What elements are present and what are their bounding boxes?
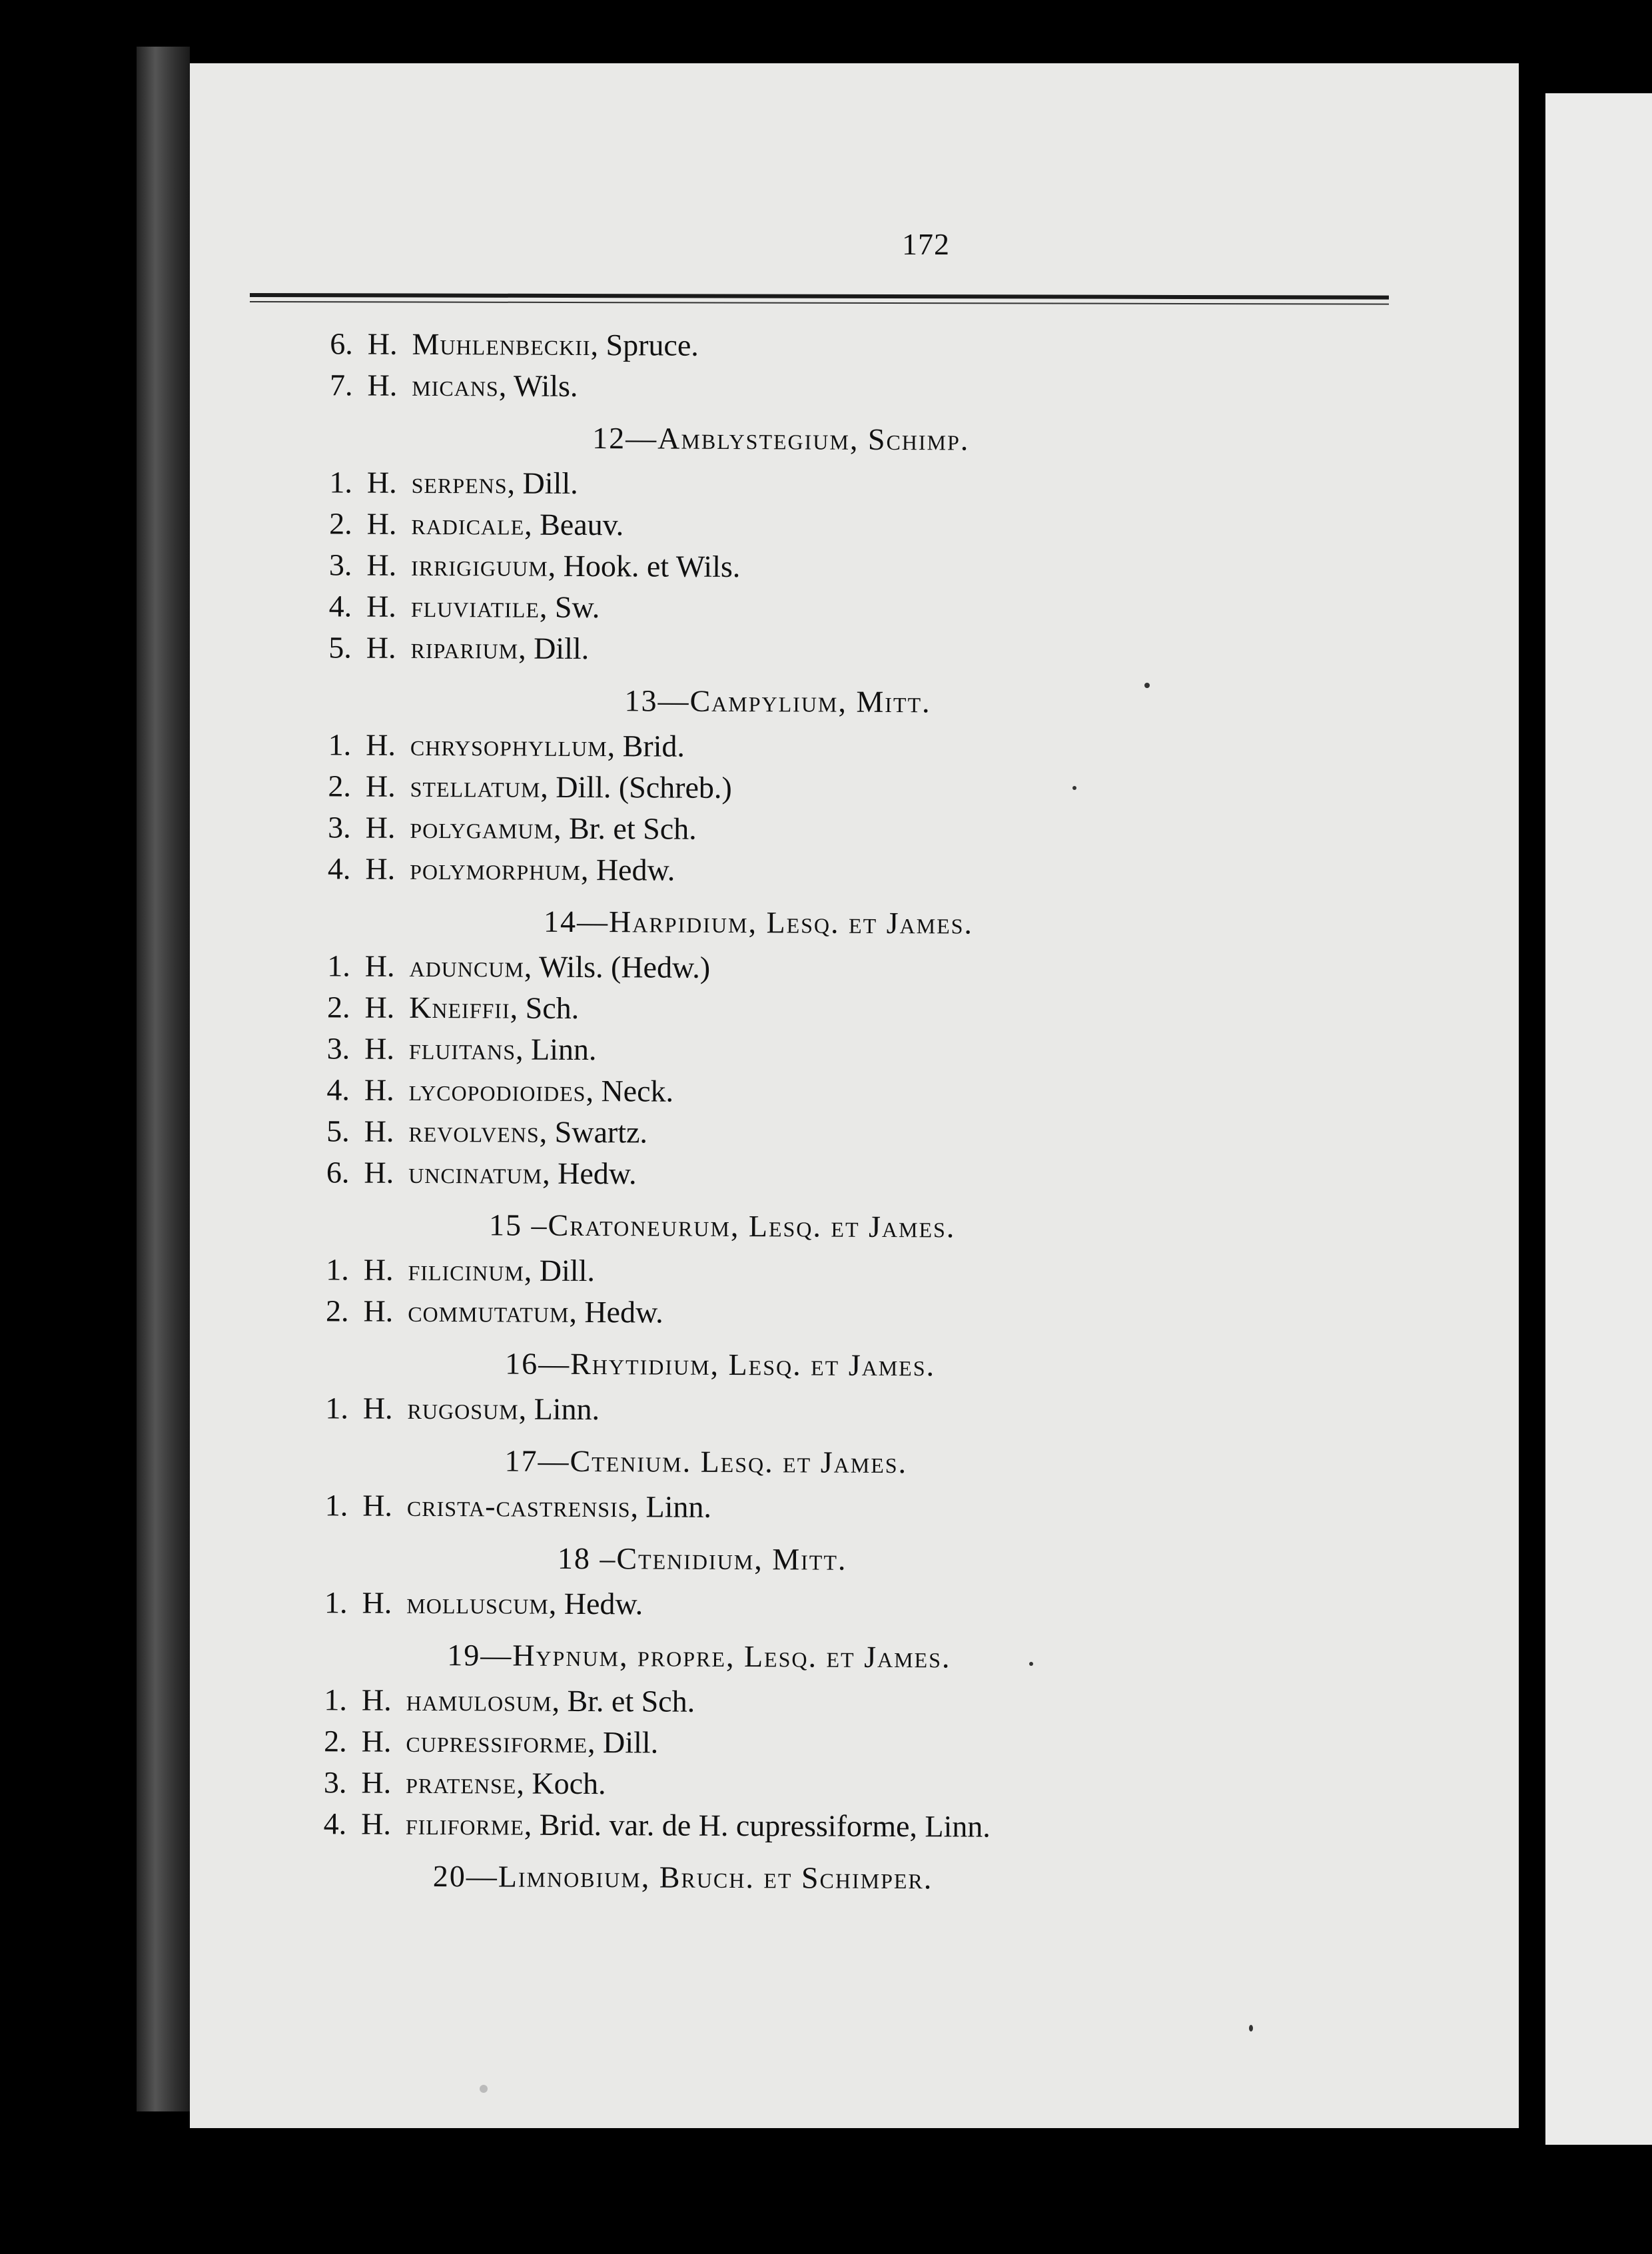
list-item — [277, 848, 1410, 894]
item-number: 5. — [326, 1114, 350, 1148]
species-name: lycopodioides — [408, 1072, 586, 1108]
list-item — [275, 1387, 1408, 1433]
section-heading-text: 16—Rhytidium, Lesq. et James. — [505, 1346, 936, 1383]
species-name: fluviatile — [410, 589, 540, 624]
author-citation: , Hedw. — [542, 1156, 637, 1191]
section-heading-text: 19—Hypnum, propre, Lesq. et James. — [447, 1638, 951, 1675]
item-number: 4. — [326, 1072, 350, 1107]
item-number: 5. — [328, 630, 352, 665]
list-item — [278, 765, 1410, 811]
section-heading — [275, 1342, 1408, 1388]
genus-abbrev: H. — [363, 1294, 394, 1328]
item-number: 2. — [328, 769, 352, 803]
item-number: 2. — [325, 1294, 349, 1328]
item-number: 1. — [324, 1683, 348, 1717]
speck-mark — [480, 2085, 488, 2093]
genus-abbrev: H. — [363, 1252, 394, 1287]
item-number: 3. — [326, 1031, 350, 1066]
genus-abbrev: H. — [362, 1391, 393, 1425]
genus-abbrev: H. — [362, 1585, 392, 1620]
species-name: crista-castrensis — [406, 1488, 631, 1524]
species-name: polymorphum — [410, 851, 582, 887]
item-number: 4. — [328, 589, 352, 623]
speck-mark — [1249, 2025, 1253, 2032]
author-citation: , Spruce. — [590, 328, 699, 362]
item-number: 2. — [324, 1724, 347, 1758]
species-name: Kneiffii — [409, 990, 510, 1025]
list-item — [274, 1679, 1406, 1725]
species-name: riparium — [410, 630, 519, 665]
page-number: 172 — [902, 227, 950, 261]
author-citation: , Neck. — [586, 1074, 674, 1108]
species-name: filicinum — [408, 1252, 524, 1288]
species-name: pratense — [406, 1765, 517, 1800]
list-item — [274, 1582, 1406, 1628]
item-number: 1. — [325, 1391, 349, 1425]
genus-abbrev: H. — [364, 1114, 394, 1148]
list-item — [277, 945, 1410, 991]
list-item — [273, 1762, 1406, 1808]
genus-abbrev: H. — [365, 810, 396, 845]
species-name: stellatum — [410, 769, 541, 804]
author-citation: , Br. et Sch. — [553, 811, 697, 846]
list-item — [278, 807, 1410, 853]
author-citation: , Wils. (Hedw.) — [524, 949, 711, 984]
section-heading — [274, 1439, 1407, 1485]
author-citation: , Dill. — [587, 1725, 659, 1760]
species-name: serpens — [411, 465, 508, 500]
author-citation: , Dill. — [518, 631, 590, 666]
list-item — [276, 1069, 1409, 1115]
species-name: rugosum — [407, 1391, 519, 1426]
item-number: 3. — [323, 1765, 347, 1800]
item-number: 2. — [329, 506, 352, 541]
speck-mark — [1144, 683, 1150, 688]
item-number: 6. — [326, 1155, 350, 1190]
species-name: molluscum — [406, 1585, 549, 1621]
section-heading — [279, 416, 1412, 462]
author-citation: , Linn. — [630, 1489, 712, 1524]
list-item — [278, 724, 1410, 770]
item-number: 1. — [326, 1252, 349, 1287]
list-item — [279, 462, 1412, 508]
genus-abbrev: H. — [364, 1155, 394, 1190]
genus-abbrev: H. — [366, 548, 397, 582]
author-citation: , Hook. et Wils. — [548, 548, 741, 584]
item-number: 1. — [329, 465, 353, 500]
list-item — [276, 1028, 1409, 1074]
item-number: 1. — [324, 1585, 348, 1620]
item-number: 3. — [328, 810, 351, 845]
list-item — [274, 1485, 1407, 1531]
genus-abbrev: H. — [366, 727, 396, 762]
genus-abbrev: H. — [367, 368, 398, 402]
list-item — [276, 1249, 1408, 1295]
author-citation: , Dill. (Schreb.) — [540, 769, 732, 805]
author-citation: , Linn. — [515, 1032, 597, 1067]
section-heading-text: 12—Amblystegium, Schimp. — [592, 421, 970, 457]
species-name: chrysophyllum — [410, 727, 608, 763]
species-name: Muhlenbeckii — [412, 326, 591, 362]
genus-abbrev: H. — [361, 1683, 392, 1717]
item-number: 7. — [329, 368, 353, 402]
genus-abbrev: H. — [366, 630, 396, 665]
species-name: fluitans — [408, 1031, 516, 1066]
species-name: revolvens — [408, 1114, 540, 1149]
section-heading-text: 18 –Ctenidium, Mitt. — [557, 1541, 847, 1577]
author-citation: , Swartz. — [539, 1114, 648, 1150]
genus-abbrev: H. — [361, 1724, 392, 1758]
item-number: 4. — [323, 1806, 347, 1841]
author-citation: , Beauv. — [524, 507, 624, 542]
list-item — [278, 544, 1411, 590]
species-name: filiforme — [405, 1806, 524, 1842]
author-citation: , Wils. — [498, 368, 578, 403]
genus-abbrev: H. — [367, 326, 398, 361]
list-item — [275, 1290, 1408, 1336]
section-heading-text: 17—Ctenium. Lesq. et James. — [504, 1443, 908, 1480]
species-name: irrigiguum — [411, 548, 548, 583]
speck-mark — [1029, 1662, 1033, 1666]
genus-abbrev: H. — [361, 1806, 392, 1841]
genus-abbrev: H. — [364, 1031, 395, 1066]
species-name: hamulosum — [406, 1683, 552, 1718]
list-item — [274, 1720, 1406, 1766]
genus-abbrev: H. — [365, 851, 396, 886]
item-number: 6. — [330, 326, 353, 361]
author-citation: , Hedw. — [548, 1586, 643, 1621]
species-name: commutatum — [408, 1294, 570, 1329]
author-citation: , Dill. — [524, 1253, 596, 1288]
section-heading-text: 15 –Cratoneurum, Lesq. et James. — [488, 1208, 956, 1244]
item-number: 1. — [324, 1488, 348, 1523]
genus-abbrev: H. — [361, 1765, 392, 1800]
species-name: radicale — [411, 506, 525, 542]
section-heading — [276, 1204, 1408, 1250]
species-list — [273, 323, 1412, 1905]
genus-abbrev: H. — [366, 589, 396, 623]
list-item — [276, 1152, 1408, 1198]
list-item — [276, 1110, 1409, 1156]
author-citation: , Sw. — [539, 589, 600, 625]
list-item — [279, 503, 1412, 549]
author-citation: , Sch. — [510, 990, 580, 1025]
item-number: 1. — [328, 727, 352, 762]
section-heading — [278, 679, 1410, 725]
species-name: micans — [412, 368, 499, 403]
item-number: 2. — [326, 990, 350, 1024]
list-item — [276, 986, 1409, 1032]
section-heading-text: 14—Harpidium, Lesq. et James. — [543, 904, 974, 940]
author-citation: , Brid. var. de H. cupressiforme, Linn. — [524, 1807, 991, 1844]
item-number: 1. — [327, 948, 350, 983]
species-name: cupressiforme — [406, 1724, 588, 1760]
genus-abbrev: H. — [364, 948, 395, 983]
author-citation: , Hedw. — [569, 1294, 663, 1329]
author-citation: , Koch. — [516, 1766, 606, 1801]
genus-abbrev: H. — [366, 506, 397, 541]
book-spine — [137, 47, 190, 2111]
author-citation: , Linn. — [518, 1391, 600, 1427]
genus-abbrev: H. — [362, 1488, 393, 1523]
list-item — [278, 627, 1411, 673]
author-citation: , Br. et Sch. — [552, 1683, 695, 1718]
genus-abbrev: H. — [364, 990, 395, 1024]
list-item — [273, 1803, 1406, 1849]
genus-abbrev: H. — [364, 1072, 394, 1107]
species-name: uncinatum — [408, 1155, 543, 1190]
section-heading — [274, 1537, 1407, 1583]
species-name: aduncum — [409, 948, 524, 984]
author-citation: , Dill. — [507, 466, 578, 500]
speck-mark — [1072, 786, 1076, 790]
author-citation: , Brid. — [607, 729, 685, 763]
list-item — [279, 364, 1412, 410]
genus-abbrev: H. — [365, 769, 396, 803]
section-heading-text: 13—Campylium, Mitt. — [624, 683, 931, 719]
facing-page-edge — [1545, 93, 1652, 2145]
genus-abbrev: H. — [366, 465, 397, 500]
author-citation: , Hedw. — [580, 852, 675, 887]
section-heading-text: 20—Limnobium, Bruch. et Schimper. — [432, 1859, 933, 1896]
species-name: polygamum — [410, 810, 554, 845]
section-heading — [277, 900, 1410, 946]
item-number: 3. — [328, 548, 352, 582]
section-heading — [273, 1855, 1406, 1901]
item-number: 4. — [327, 851, 351, 886]
list-item — [280, 323, 1412, 369]
list-item — [278, 585, 1411, 631]
section-heading — [274, 1634, 1406, 1680]
